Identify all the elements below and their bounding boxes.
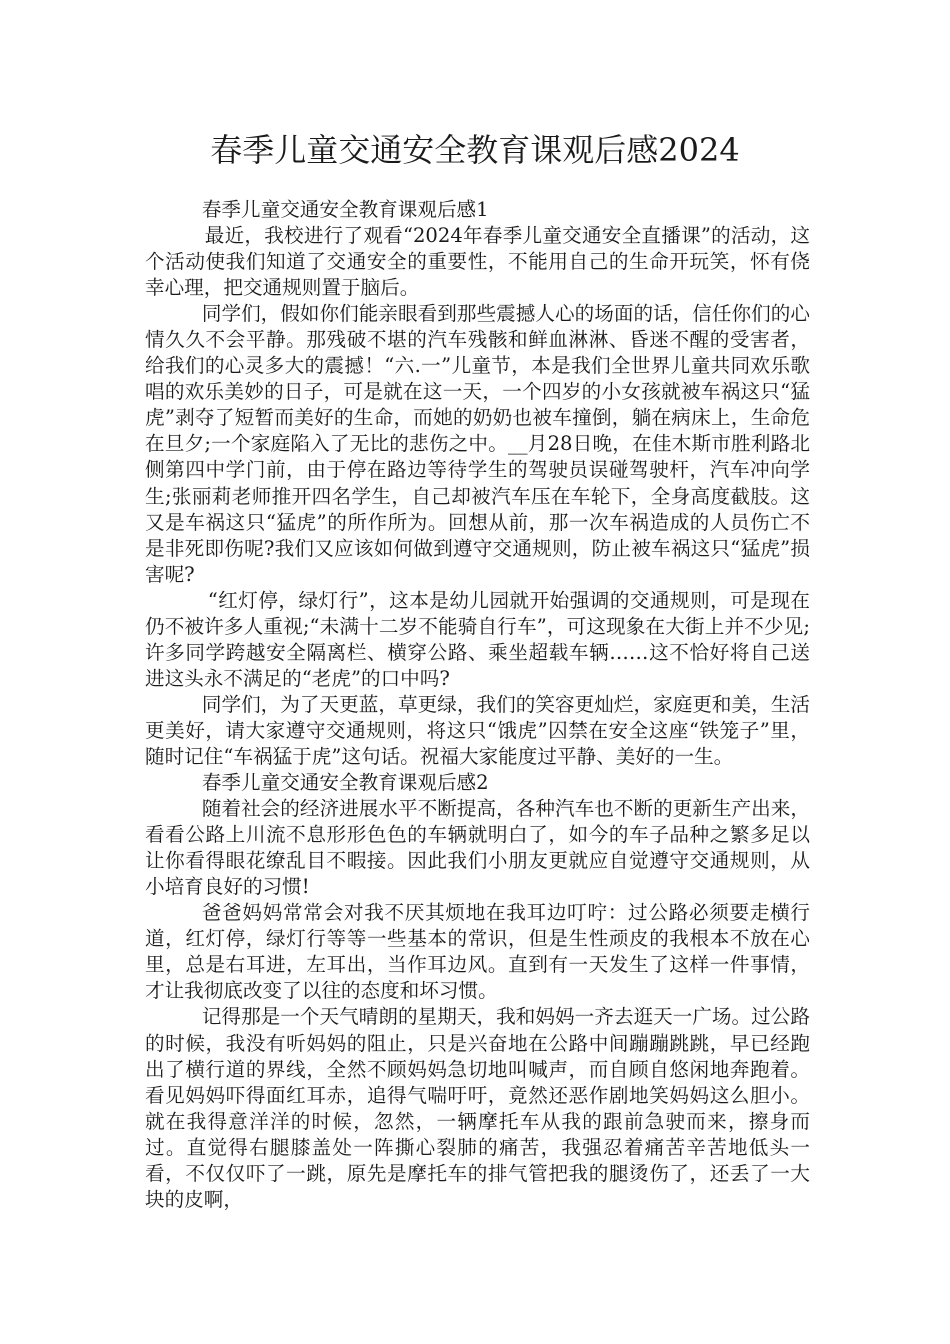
- document-body: [145, 197, 810, 1213]
- paragraph: “红灯停，绿灯行”，这本是幼儿园就开始强调的交通规则，可是现在仍不被许多人重视;“未满十二岁不能骑自行车”，可这现象在大街上并不少见;许多同学跨越安全隔离栏、横穿公路、乘坐超载车辆……这不恰好将自己送进这头永不满足的“老虎”的口中吗?: [145, 588, 810, 690]
- document-title: 春季儿童交通安全教育课观后感2024: [210, 131, 740, 169]
- paragraph: 记得那是一个天气晴朗的星期天，我和妈妈一齐去逛天一广场。过公路的时候，我没有听妈妈的阻止，只是兴奋地在公路中间蹦蹦跳跳，早已经跑出了横行道的界线，全然不顾妈妈急切地叫喊声，而自顾自悠闲地奔跑着。看见妈妈吓得面红耳赤，追得气喘吁吁，竟然还恶作剧地笑妈妈这么胆小。就在我得意洋洋的时候，忽然，一辆摩托车从我的跟前急驶而来，擦身而过。直觉得右腿膝盖处一阵撕心裂肺的痛苦，我强忍着痛苦辛苦地低头一看，不仅仅吓了一跳，原先是摩托车的排气管把我的腿烫伤了，还丢了一大块的皮啊，: [145, 1005, 810, 1211]
- paragraph: 随着社会的经济进展水平不断提高，各种汽车也不断的更新生产出来，看看公路上川流不息形形色色的车辆就明白了，如今的车子品种之繁多足以让你看得眼花缭乱目不暇接。因此我们小朋友更就应自觉遵守交通规则，从小培育良好的习惯!: [145, 797, 810, 899]
- paragraph: 同学们，为了天更蓝，草更绿，我们的笑容更灿烂，家庭更和美，生活更美好，请大家遵守交通规则，将这只“饿虎”囚禁在安全这座“铁笼子”里，随时记住“车祸猛于虎”这句话。祝福大家能度过平静、美好的一生。: [145, 692, 810, 768]
- section-heading: 春季儿童交通安全教育课观后感1: [201, 198, 489, 221]
- paragraph: 同学们，假如你们能亲眼看到那些震撼人心的场面的话，信任你们的心情久久不会平静。那残破不堪的汽车残骸和鲜血淋淋、昏迷不醒的受害者，给我们的心灵多大的震撼！“六.一”儿童节，本是我们全世界儿童共同欢乐歌唱的欢乐美妙的日子，可是就在这一天，一个四岁的小女孩就被车祸这只“猛虎”剥夺了短暂而美好的生命，而她的奶奶也被车撞倒，躺在病床上，生命危在旦夕;一个家庭陷入了无比的悲伤之中。__月28日晚，在佳木斯市胜利路北侧第四中学门前，由于停在路边等待学生的驾驶员误碰驾驶杆，汽车冲向学生;张丽莉老师推开四名学生，自己却被汽车压在车轮下，全身高度截肢。这又是车祸这只“猛虎”的所作所为。回想从前，那一次车祸造成的人员伤亡不是非死即伤呢?我们又应该如何做到遵守交通规则，防止被车祸这只“猛虎”损害呢?: [145, 302, 810, 586]
- paragraph: 最近，我校进行了观看“2024年春季儿童交通安全直播课”的活动，这个活动使我们知道了交通安全的重要性，不能用自己的生命开玩笑，怀有侥幸心理，把交通规则置于脑后。: [145, 224, 810, 300]
- section-heading: 春季儿童交通安全教育课观后感2: [201, 771, 489, 795]
- paragraph: 爸爸妈妈常常会对我不厌其烦地在我耳边叮咛：过公路必须要走横行道，红灯停，绿灯行等等一些基本的常识，但是生性顽皮的我根本不放在心里，总是右耳进，左耳出，当作耳边风。直到有一天发生了这样一件事情，才让我彻底改变了以往的态度和坏习惯。: [145, 901, 810, 1003]
